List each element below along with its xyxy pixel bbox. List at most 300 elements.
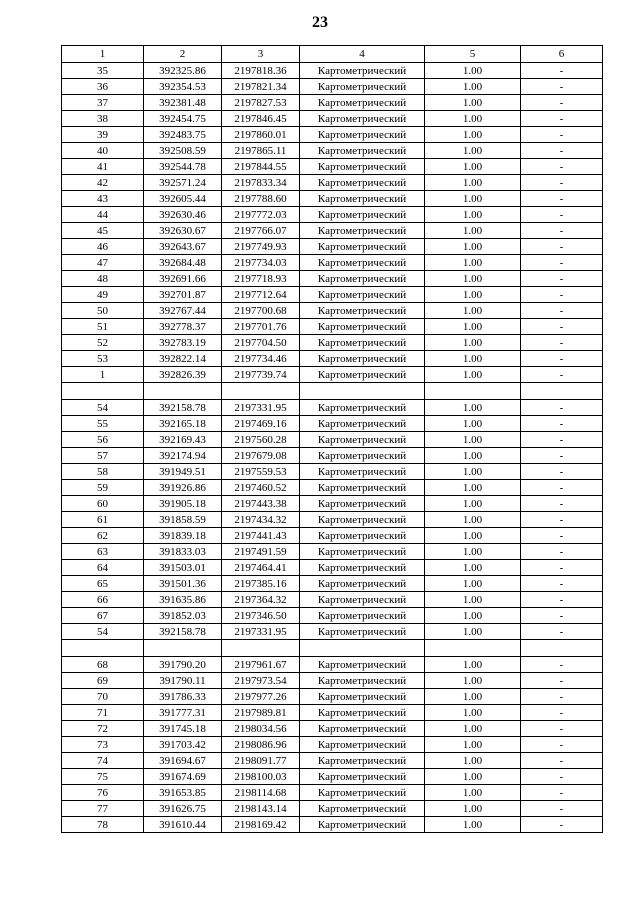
table-cell: -: [521, 657, 603, 673]
table-cell: 392544.78: [144, 159, 222, 175]
empty-cell: [222, 383, 300, 400]
table-cell: 1.00: [425, 351, 521, 367]
table-cell: 2197331.95: [222, 400, 300, 416]
table-cell: 1.00: [425, 255, 521, 271]
table-cell: Картометрический: [300, 367, 425, 383]
empty-cell: [425, 383, 521, 400]
table-cell: 2197331.95: [222, 624, 300, 640]
empty-cell: [222, 640, 300, 657]
table-cell: 38: [62, 111, 144, 127]
table-cell: -: [521, 239, 603, 255]
table-cell: -: [521, 287, 603, 303]
table-cell: 391833.03: [144, 544, 222, 560]
table-cell: 1.00: [425, 111, 521, 127]
table-cell: 65: [62, 576, 144, 592]
table-cell: -: [521, 255, 603, 271]
table-row: [62, 95, 603, 111]
table-cell: 392643.67: [144, 239, 222, 255]
table-cell: Картометрический: [300, 335, 425, 351]
table-row: [62, 769, 603, 785]
table-cell: 48: [62, 271, 144, 287]
table-cell: 2197734.46: [222, 351, 300, 367]
table-cell: 73: [62, 737, 144, 753]
table-cell: 391905.18: [144, 496, 222, 512]
table-cell: 1.00: [425, 159, 521, 175]
table-cell: 2197700.68: [222, 303, 300, 319]
table-cell: -: [521, 432, 603, 448]
table-row: [62, 159, 603, 175]
table-cell: 391626.75: [144, 801, 222, 817]
table-cell: 391926.86: [144, 480, 222, 496]
table-cell: -: [521, 448, 603, 464]
table-row: [62, 785, 603, 801]
table-cell: -: [521, 175, 603, 191]
table-row: [62, 303, 603, 319]
table-row: [62, 223, 603, 239]
table-cell: -: [521, 528, 603, 544]
table-cell: 71: [62, 705, 144, 721]
table-row: [62, 271, 603, 287]
column-header: 1: [62, 46, 144, 63]
table-cell: Картометрический: [300, 496, 425, 512]
table-cell: 2197821.34: [222, 79, 300, 95]
table-cell: Картометрический: [300, 673, 425, 689]
column-header: 4: [300, 46, 425, 63]
table-cell: 392483.75: [144, 127, 222, 143]
table-cell: 60: [62, 496, 144, 512]
table-cell: 392701.87: [144, 287, 222, 303]
table-cell: 391653.85: [144, 785, 222, 801]
table-cell: 392826.39: [144, 367, 222, 383]
table-cell: 47: [62, 255, 144, 271]
table-cell: 2197346.50: [222, 608, 300, 624]
table-row: [62, 239, 603, 255]
table-cell: 391694.67: [144, 753, 222, 769]
table-cell: -: [521, 335, 603, 351]
table-row: [62, 721, 603, 737]
table-cell: 392571.24: [144, 175, 222, 191]
table-row: [62, 335, 603, 351]
table-cell: 392691.66: [144, 271, 222, 287]
table-row: [62, 560, 603, 576]
table-cell: 1: [62, 367, 144, 383]
table-cell: 2198100.03: [222, 769, 300, 785]
table-cell: 1.00: [425, 95, 521, 111]
table-cell: 1.00: [425, 175, 521, 191]
table-row: [62, 528, 603, 544]
table-cell: 1.00: [425, 287, 521, 303]
table-cell: 2197818.36: [222, 63, 300, 79]
table-row: [62, 432, 603, 448]
table-cell: 2197469.16: [222, 416, 300, 432]
table-cell: -: [521, 689, 603, 705]
table-cell: 1.00: [425, 737, 521, 753]
table-row: [62, 657, 603, 673]
table-row: [62, 673, 603, 689]
empty-cell: [144, 383, 222, 400]
table-cell: 391501.36: [144, 576, 222, 592]
table-cell: -: [521, 127, 603, 143]
table-cell: 2197491.59: [222, 544, 300, 560]
table-cell: Картометрический: [300, 769, 425, 785]
table-cell: -: [521, 769, 603, 785]
table-cell: 392325.86: [144, 63, 222, 79]
table-cell: 2197460.52: [222, 480, 300, 496]
empty-cell: [521, 640, 603, 657]
table-cell: 1.00: [425, 801, 521, 817]
table-cell: 50: [62, 303, 144, 319]
table-cell: 1.00: [425, 448, 521, 464]
table-cell: -: [521, 95, 603, 111]
table-cell: -: [521, 111, 603, 127]
table-cell: 1.00: [425, 576, 521, 592]
table-row: [62, 319, 603, 335]
table-cell: Картометрический: [300, 657, 425, 673]
table-cell: 1.00: [425, 657, 521, 673]
table-cell: 1.00: [425, 721, 521, 737]
table-row: [62, 592, 603, 608]
table-cell: 2197443.38: [222, 496, 300, 512]
table-cell: 56: [62, 432, 144, 448]
table-row: [62, 480, 603, 496]
table-cell: 2197464.41: [222, 560, 300, 576]
table-cell: 41: [62, 159, 144, 175]
table-cell: Картометрический: [300, 528, 425, 544]
table-cell: Картометрический: [300, 432, 425, 448]
table-cell: 54: [62, 400, 144, 416]
table-cell: 1.00: [425, 512, 521, 528]
table-cell: 391790.20: [144, 657, 222, 673]
table-cell: Картометрический: [300, 448, 425, 464]
table-cell: Картометрический: [300, 624, 425, 640]
table-cell: Картометрический: [300, 512, 425, 528]
table-row: [62, 143, 603, 159]
table-cell: 391674.69: [144, 769, 222, 785]
table-cell: 1.00: [425, 817, 521, 833]
table-cell: 392165.18: [144, 416, 222, 432]
table-cell: 1.00: [425, 367, 521, 383]
table-cell: Картометрический: [300, 271, 425, 287]
table-row: [62, 608, 603, 624]
table-cell: 2197364.32: [222, 592, 300, 608]
table-cell: 2197973.54: [222, 673, 300, 689]
table-cell: 2197827.53: [222, 95, 300, 111]
table-cell: -: [521, 785, 603, 801]
table-cell: Картометрический: [300, 753, 425, 769]
table-cell: 1.00: [425, 544, 521, 560]
table-cell: Картометрический: [300, 175, 425, 191]
table-row: [62, 255, 603, 271]
table-cell: 1.00: [425, 480, 521, 496]
table-cell: 2197860.01: [222, 127, 300, 143]
table-cell: -: [521, 592, 603, 608]
table-cell: 2198169.42: [222, 817, 300, 833]
table-cell: 1.00: [425, 592, 521, 608]
table-cell: 1.00: [425, 239, 521, 255]
table-cell: 77: [62, 801, 144, 817]
table-cell: 392822.14: [144, 351, 222, 367]
table-cell: 1.00: [425, 464, 521, 480]
table-cell: Картометрический: [300, 801, 425, 817]
table-cell: Картометрический: [300, 207, 425, 223]
table-cell: 391777.31: [144, 705, 222, 721]
table-cell: 2197961.67: [222, 657, 300, 673]
table-cell: 36: [62, 79, 144, 95]
table-cell: 35: [62, 63, 144, 79]
table-cell: 392158.78: [144, 624, 222, 640]
table-cell: 66: [62, 592, 144, 608]
table-cell: 1.00: [425, 673, 521, 689]
table-cell: 1.00: [425, 785, 521, 801]
table-row: [62, 817, 603, 833]
column-header: 3: [222, 46, 300, 63]
table-cell: -: [521, 159, 603, 175]
table-cell: Картометрический: [300, 63, 425, 79]
table-cell: 2197701.76: [222, 319, 300, 335]
table-cell: -: [521, 416, 603, 432]
table-cell: 1.00: [425, 191, 521, 207]
table-cell: 392454.75: [144, 111, 222, 127]
table-cell: 392354.53: [144, 79, 222, 95]
table-cell: 392508.59: [144, 143, 222, 159]
table-cell: 391949.51: [144, 464, 222, 480]
table-cell: 392767.44: [144, 303, 222, 319]
table-cell: 1.00: [425, 624, 521, 640]
table-cell: Картометрический: [300, 544, 425, 560]
table-cell: -: [521, 79, 603, 95]
table-cell: -: [521, 560, 603, 576]
table-cell: -: [521, 223, 603, 239]
table-row: [62, 127, 603, 143]
table-cell: 2197865.11: [222, 143, 300, 159]
table-cell: Картометрический: [300, 303, 425, 319]
table-cell: Картометрический: [300, 608, 425, 624]
table-cell: 2197560.28: [222, 432, 300, 448]
table-cell: Картометрический: [300, 737, 425, 753]
table-cell: -: [521, 367, 603, 383]
table-cell: 1.00: [425, 207, 521, 223]
table-cell: 1.00: [425, 528, 521, 544]
table-cell: 1.00: [425, 769, 521, 785]
empty-cell: [425, 640, 521, 657]
table-cell: 391852.03: [144, 608, 222, 624]
table-cell: 2198091.77: [222, 753, 300, 769]
table-cell: 49: [62, 287, 144, 303]
table-row: [62, 207, 603, 223]
table-cell: 2197846.45: [222, 111, 300, 127]
table-cell: 392158.78: [144, 400, 222, 416]
table-cell: 74: [62, 753, 144, 769]
table-cell: 391790.11: [144, 673, 222, 689]
empty-cell: [300, 640, 425, 657]
table-cell: 2197844.55: [222, 159, 300, 175]
table-cell: -: [521, 705, 603, 721]
table-row: [62, 689, 603, 705]
table-cell: Картометрический: [300, 480, 425, 496]
table-cell: 40: [62, 143, 144, 159]
table-cell: Картометрический: [300, 400, 425, 416]
table-cell: Картометрический: [300, 689, 425, 705]
table-cell: 2198034.56: [222, 721, 300, 737]
table-cell: -: [521, 544, 603, 560]
table-cell: 57: [62, 448, 144, 464]
table-cell: -: [521, 801, 603, 817]
table-cell: 1.00: [425, 560, 521, 576]
table-cell: -: [521, 480, 603, 496]
table-cell: -: [521, 512, 603, 528]
page-number: 23: [312, 14, 328, 31]
table-cell: Картометрический: [300, 592, 425, 608]
table-row: [62, 544, 603, 560]
table-cell: 63: [62, 544, 144, 560]
table-cell: -: [521, 753, 603, 769]
table-row: [62, 737, 603, 753]
table-row: [62, 753, 603, 769]
table-row: [62, 287, 603, 303]
table-cell: 2197833.34: [222, 175, 300, 191]
group-separator-row: [62, 640, 603, 657]
table-cell: 1.00: [425, 79, 521, 95]
table-cell: 2197772.03: [222, 207, 300, 223]
table-cell: 392381.48: [144, 95, 222, 111]
table-cell: 391745.18: [144, 721, 222, 737]
table-cell: 75: [62, 769, 144, 785]
table-cell: -: [521, 496, 603, 512]
table-cell: 39: [62, 127, 144, 143]
table-cell: 392778.37: [144, 319, 222, 335]
table-cell: 58: [62, 464, 144, 480]
table-cell: 391610.44: [144, 817, 222, 833]
table-cell: -: [521, 319, 603, 335]
table-cell: Картометрический: [300, 191, 425, 207]
empty-cell: [62, 383, 144, 400]
table-cell: 76: [62, 785, 144, 801]
table-cell: 42: [62, 175, 144, 191]
table-cell: Картометрический: [300, 159, 425, 175]
table-cell: 2197739.74: [222, 367, 300, 383]
table-cell: Картометрический: [300, 721, 425, 737]
table-row: [62, 175, 603, 191]
table-cell: 70: [62, 689, 144, 705]
coordinates-table: [61, 45, 603, 833]
table-cell: Картометрический: [300, 239, 425, 255]
table-cell: 2197788.60: [222, 191, 300, 207]
table-cell: 1.00: [425, 271, 521, 287]
table-cell: 46: [62, 239, 144, 255]
table-cell: 54: [62, 624, 144, 640]
table-cell: 55: [62, 416, 144, 432]
table-cell: 2198143.14: [222, 801, 300, 817]
column-header: 6: [521, 46, 603, 63]
table-cell: Картометрический: [300, 111, 425, 127]
table-cell: 391503.01: [144, 560, 222, 576]
table-cell: 37: [62, 95, 144, 111]
table-cell: 1.00: [425, 608, 521, 624]
table-cell: 2197434.32: [222, 512, 300, 528]
table-cell: Картометрический: [300, 705, 425, 721]
table-cell: 53: [62, 351, 144, 367]
table-cell: 392174.94: [144, 448, 222, 464]
table-cell: Картометрический: [300, 79, 425, 95]
table-row: [62, 416, 603, 432]
table-cell: Картометрический: [300, 416, 425, 432]
table-cell: 72: [62, 721, 144, 737]
table-cell: 391703.42: [144, 737, 222, 753]
table-cell: Картометрический: [300, 817, 425, 833]
table-cell: -: [521, 576, 603, 592]
table-cell: 1.00: [425, 223, 521, 239]
table-row: [62, 496, 603, 512]
empty-cell: [300, 383, 425, 400]
table-cell: 1.00: [425, 400, 521, 416]
table-row: [62, 400, 603, 416]
table-cell: 392605.44: [144, 191, 222, 207]
table-cell: 45: [62, 223, 144, 239]
table-row: [62, 63, 603, 79]
table-cell: Картометрический: [300, 464, 425, 480]
table-cell: -: [521, 624, 603, 640]
table-cell: -: [521, 63, 603, 79]
group-separator-row: [62, 383, 603, 400]
table-cell: 1.00: [425, 335, 521, 351]
table-cell: 2198114.68: [222, 785, 300, 801]
table-cell: 2197718.93: [222, 271, 300, 287]
table-cell: 2197704.50: [222, 335, 300, 351]
column-header: 2: [144, 46, 222, 63]
header-row: [62, 46, 603, 63]
table-cell: -: [521, 191, 603, 207]
table-cell: 2197712.64: [222, 287, 300, 303]
table-cell: 1.00: [425, 127, 521, 143]
table-cell: 64: [62, 560, 144, 576]
table-cell: 2197385.16: [222, 576, 300, 592]
table-cell: Картометрический: [300, 785, 425, 801]
table-cell: 1.00: [425, 319, 521, 335]
table-cell: -: [521, 207, 603, 223]
table-cell: 68: [62, 657, 144, 673]
table-cell: 392630.46: [144, 207, 222, 223]
table-cell: -: [521, 737, 603, 753]
table-cell: 391858.59: [144, 512, 222, 528]
table-cell: -: [521, 673, 603, 689]
table-cell: Картометрический: [300, 560, 425, 576]
table-cell: -: [521, 721, 603, 737]
table-row: [62, 464, 603, 480]
table-cell: 69: [62, 673, 144, 689]
table-row: [62, 512, 603, 528]
table-cell: 1.00: [425, 143, 521, 159]
table-cell: Картометрический: [300, 223, 425, 239]
table-cell: Картометрический: [300, 287, 425, 303]
table-row: [62, 351, 603, 367]
table-cell: 2197559.53: [222, 464, 300, 480]
table-cell: 1.00: [425, 705, 521, 721]
table-cell: 43: [62, 191, 144, 207]
table-cell: -: [521, 608, 603, 624]
table-cell: 2197766.07: [222, 223, 300, 239]
table-cell: 392169.43: [144, 432, 222, 448]
table-cell: 52: [62, 335, 144, 351]
table-cell: -: [521, 351, 603, 367]
empty-cell: [144, 640, 222, 657]
table-cell: Картометрический: [300, 351, 425, 367]
table-row: [62, 801, 603, 817]
table-row: [62, 111, 603, 127]
table-cell: 2197441.43: [222, 528, 300, 544]
table-cell: -: [521, 817, 603, 833]
table-cell: -: [521, 464, 603, 480]
table-row: [62, 79, 603, 95]
